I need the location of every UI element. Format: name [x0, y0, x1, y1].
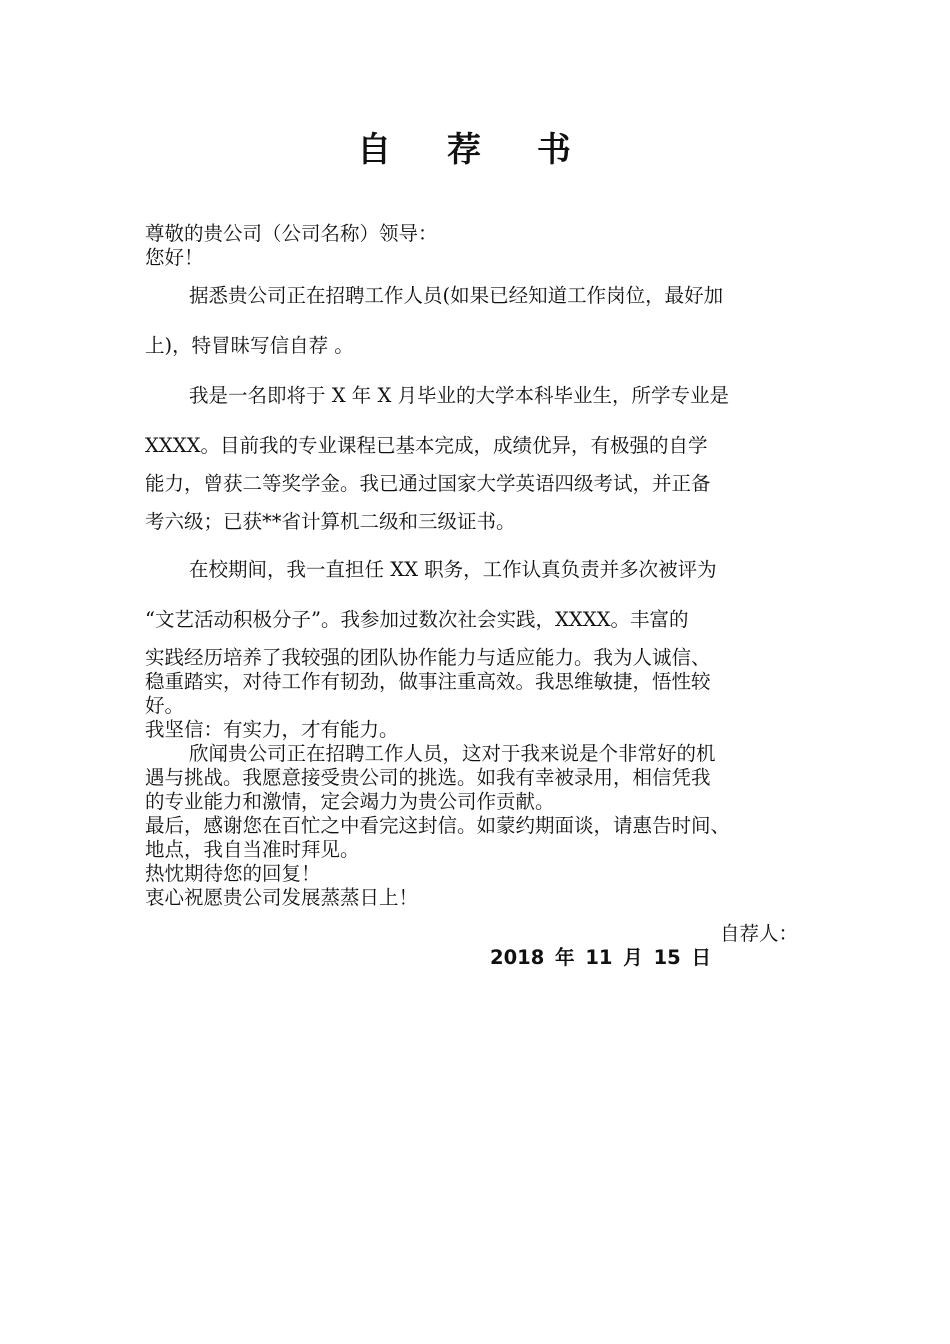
paragraph-2-line-3: 能力，曾获二等奖学金。我已通过国家大学英语四级考试，并正备 — [145, 472, 711, 495]
paragraph-2-line-1: 我是一名即将于 X 年 X 月毕业的大学本科毕业生，所学专业是 — [189, 384, 730, 407]
paragraph-3-line-3: 实践经历培养了我较强的团队协作能力与适应能力。我为人诚信、 — [145, 646, 711, 669]
paragraph-3-line-5: 好。 — [145, 694, 185, 717]
letter-body — [145, 222, 805, 910]
paragraph-4-line-3: 的专业能力和激情，定会竭力为贵公司作贡献。 — [145, 790, 555, 813]
paragraph-2-line-4: 考六级；已获**省计算机二级和三级证书。 — [145, 510, 516, 533]
letter-date: 2018 年 11 月 15 日 — [490, 946, 711, 969]
greeting: 您好！ — [145, 246, 204, 269]
closing-line-1: 热忱期待您的回复！ — [145, 862, 321, 885]
paragraph-3-line-2: “文艺活动积极分子”。我参加过数次社会实践，XXXX。丰富的 — [145, 608, 689, 631]
salutation: 尊敬的贵公司（公司名称）领导： — [145, 222, 438, 245]
paragraph-5-line-1: 最后，感谢您在百忙之中看完这封信。如蒙约期面谈，请惠告时间、 — [145, 814, 731, 837]
paragraph-1-line-1: 据悉贵公司正在招聘工作人员(如果已经知道工作岗位，最好加 — [189, 284, 724, 307]
paragraph-4-line-2: 遇与挑战。我愿意接受贵公司的挑选。如我有幸被录用，相信凭我 — [145, 766, 711, 789]
belief-line: 我坚信：有实力，才有能力。 — [145, 718, 399, 741]
closing-line-2: 衷心祝愿贵公司发展蒸蒸日上！ — [145, 886, 419, 909]
paragraph-2-line-2: XXXX。目前我的专业课程已基本完成，成绩优异，有极强的自学 — [145, 434, 708, 457]
document-title: 自 荐 书 — [357, 130, 593, 170]
paragraph-4-line-1: 欣闻贵公司正在招聘工作人员，这对于我来说是个非常好的机 — [189, 742, 716, 765]
paragraph-1-line-2: 上)，特冒昧写信自荐 。 — [145, 334, 354, 357]
paragraph-3-line-1: 在校期间，我一直担任 XX 职务，工作认真负责并多次被评为 — [189, 558, 717, 581]
signature-label: 自荐人： — [720, 922, 799, 945]
paragraph-5-line-2: 地点，我自当准时拜见。 — [145, 838, 360, 861]
paragraph-3-line-4: 稳重踏实，对待工作有韧劲，做事注重高效。我思维敏捷，悟性较 — [145, 670, 711, 693]
